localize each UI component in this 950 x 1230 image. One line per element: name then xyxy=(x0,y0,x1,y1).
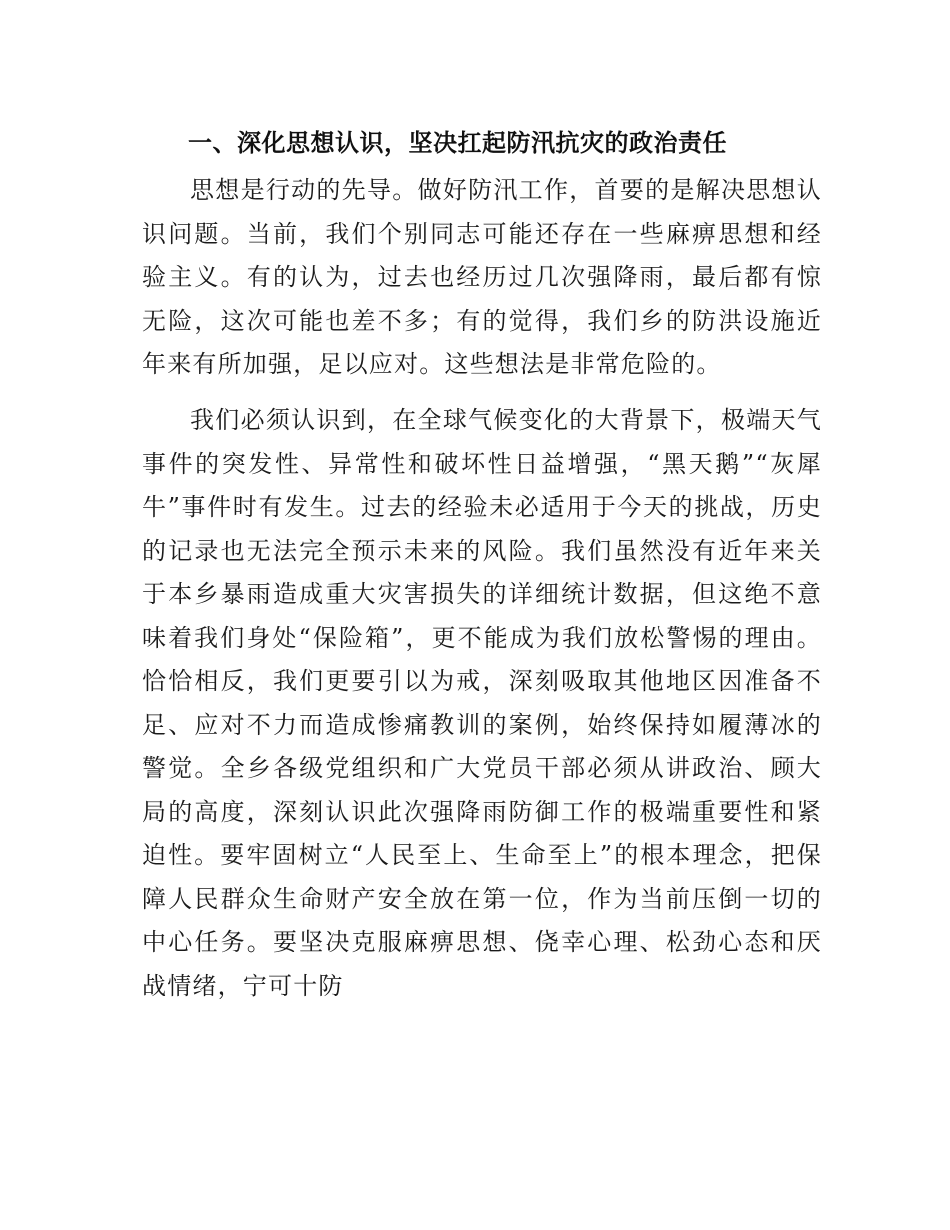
paragraph-1: 思想是行动的先导。做好防汛工作，首要的是解决思想认识问题。当前，我们个别同志可能还存在一些麻痹思想和经验主义。有的认为，过去也经历过几次强降雨，最后都有惊无险，这次可能也差不多；有的觉得，我们乡的防洪设施近年来有所加强，足以应对。这些想法是非常危险的。 xyxy=(142,176,822,378)
paragraph-2: 我们必须认识到，在全球气候变化的大背景下，极端天气事件的突发性、异常性和破坏性日益增强，“黑天鹅”“灰犀牛”事件时有发生。过去的经验未必适用于今天的挑战，历史的记录也无法完全预示未来的风险。我们虽然没有近年来关于本乡暴雨造成重大灾害损失的详细统计数据，但这绝不意味着我们身处“保险箱”，更不能成为我们放松警惕的理由。恰恰相反，我们更要引以为戒，深刻吸取其他地区因准备不足、应对不力而造成惨痛教训的案例，始终保持如履薄冰的警觉。全乡各级党组织和广大党员干部必须从讲政治、顾大局的高度，深刻认识此次强降雨防御工作的极端重要性和紧迫性。要牢固树立“人民至上、生命至上”的根本理念，把保障人民群众生命财产安全放在第一位，作为当前压倒一切的中心任务。要坚决克服麻痹思想、侥幸心理、松劲心态和厌战情绪，宁可十防 xyxy=(142,406,822,1000)
section-heading: 一、深化思想认识，坚决扛起防汛抗灾的政治责任 xyxy=(188,129,727,157)
